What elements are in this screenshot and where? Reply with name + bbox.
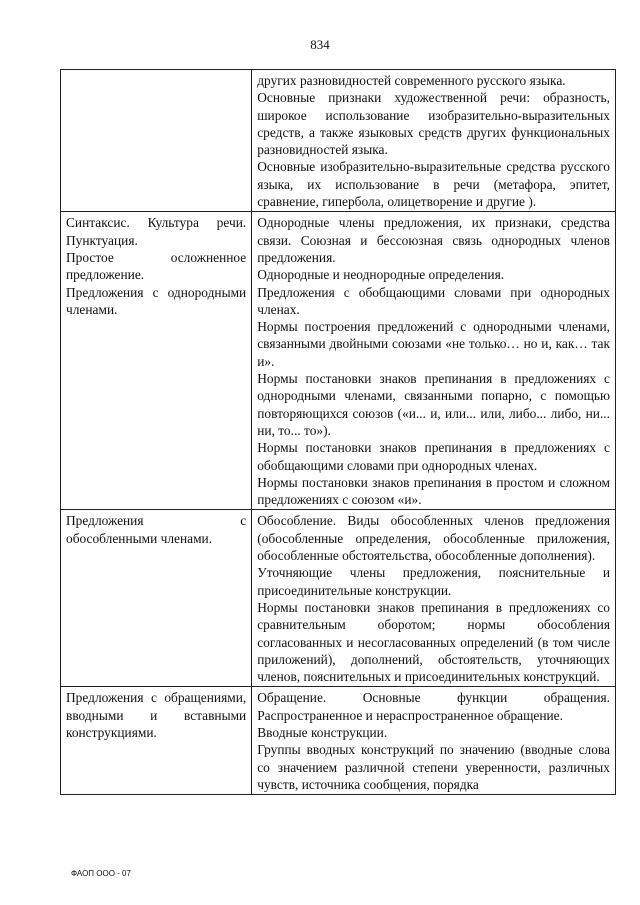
topic-cell	[61, 687, 252, 795]
content-cell	[252, 70, 616, 212]
program-table	[60, 69, 616, 795]
table-row	[61, 70, 616, 212]
topic-cell	[61, 510, 252, 687]
content-paragraph: Группы вводных конструкций по значению (вводные слова со значением различной степени уверенности, различных чувств, источника сообщения, порядка	[257, 742, 610, 792]
content-paragraph: Нормы постановки знаков препинания в предложениях с обобщающими словами при однородных членах.	[257, 440, 610, 473]
topic-paragraph: Предложения с обособленными членами.	[66, 513, 247, 546]
content-paragraph: других разновидностей современного русского языка.	[257, 73, 566, 88]
content-paragraph: Нормы постановки знаков препинания в простом и сложном предложениях с союзом «и».	[257, 474, 610, 508]
content-paragraph: Нормы построения предложений с однородными членами, связанными двойными союзами «не только… но и, как… так и».	[257, 319, 610, 369]
content-paragraph: Основные признаки художественной речи: образность, широкое использование изобразительно-выразительных средств, а также языковых средств других функциональных разновидностей языка.	[257, 90, 610, 158]
table-row	[61, 510, 616, 687]
document-code-footer: ФАОП ООО - 07	[71, 869, 131, 878]
content-paragraph: Нормы постановки знаков препинания в предложениях с однородными членами, связанными попарно, с помощью повторяющихся союзов («и... и, или... или, либо... либо, ни... ни, то... то»).	[257, 371, 610, 438]
content-cell	[252, 510, 616, 687]
content-paragraph: Вводные конструкции.	[257, 724, 388, 740]
content-paragraph: Нормы постановки знаков препинания в предложениях со сравнительным оборотом; нормы обособления согласованных и несогласованных определений (в том числе приложений), дополнений, обстоятельств, уточняющих членов, пояснительных и присоединительных конструкций.	[257, 599, 610, 685]
content-paragraph: Предложения с обобщающими словами при однородных членах.	[257, 284, 610, 317]
content-cell	[252, 687, 616, 795]
topic-cell	[61, 212, 252, 510]
page-number: 834	[310, 37, 330, 52]
topic-paragraph: Простое осложненное предложение.	[66, 249, 247, 283]
content-paragraph: Основные изобразительно-выразительные средства русского языка, их использование в речи (метафора, эпитет, сравнение, гипербола, олицетворение и другие ).	[257, 159, 610, 210]
content-paragraph: Однородные и неоднородные определения.	[257, 267, 505, 283]
content-paragraph: Уточняющие члены предложения, пояснительные и присоединительные конструкции.	[257, 565, 610, 598]
topic-paragraph: Предложения с обращениями, вводными и вставными конструкциями.	[66, 690, 247, 740]
content-cell	[252, 212, 616, 510]
topic-cell	[61, 70, 252, 212]
table-row	[61, 687, 616, 795]
topic-paragraph: Предложения с однородными членами.	[66, 284, 247, 317]
table-row	[61, 212, 616, 510]
content-paragraph: Обращение. Основные функции обращения. Распространенное и нераспространенное обращение.	[257, 690, 610, 723]
content-paragraph: Обособление. Виды обособленных членов предложения (обособленные определения, обособленные приложения, обособленные обстоятельства, обособленные дополнения).	[257, 513, 610, 564]
topic-paragraph: Синтаксис. Культура речи. Пунктуация.	[66, 215, 247, 248]
content-paragraph: Однородные члены предложения, их признаки, средства связи. Союзная и бессоюзная связь однородных членов предложения.	[257, 215, 610, 265]
